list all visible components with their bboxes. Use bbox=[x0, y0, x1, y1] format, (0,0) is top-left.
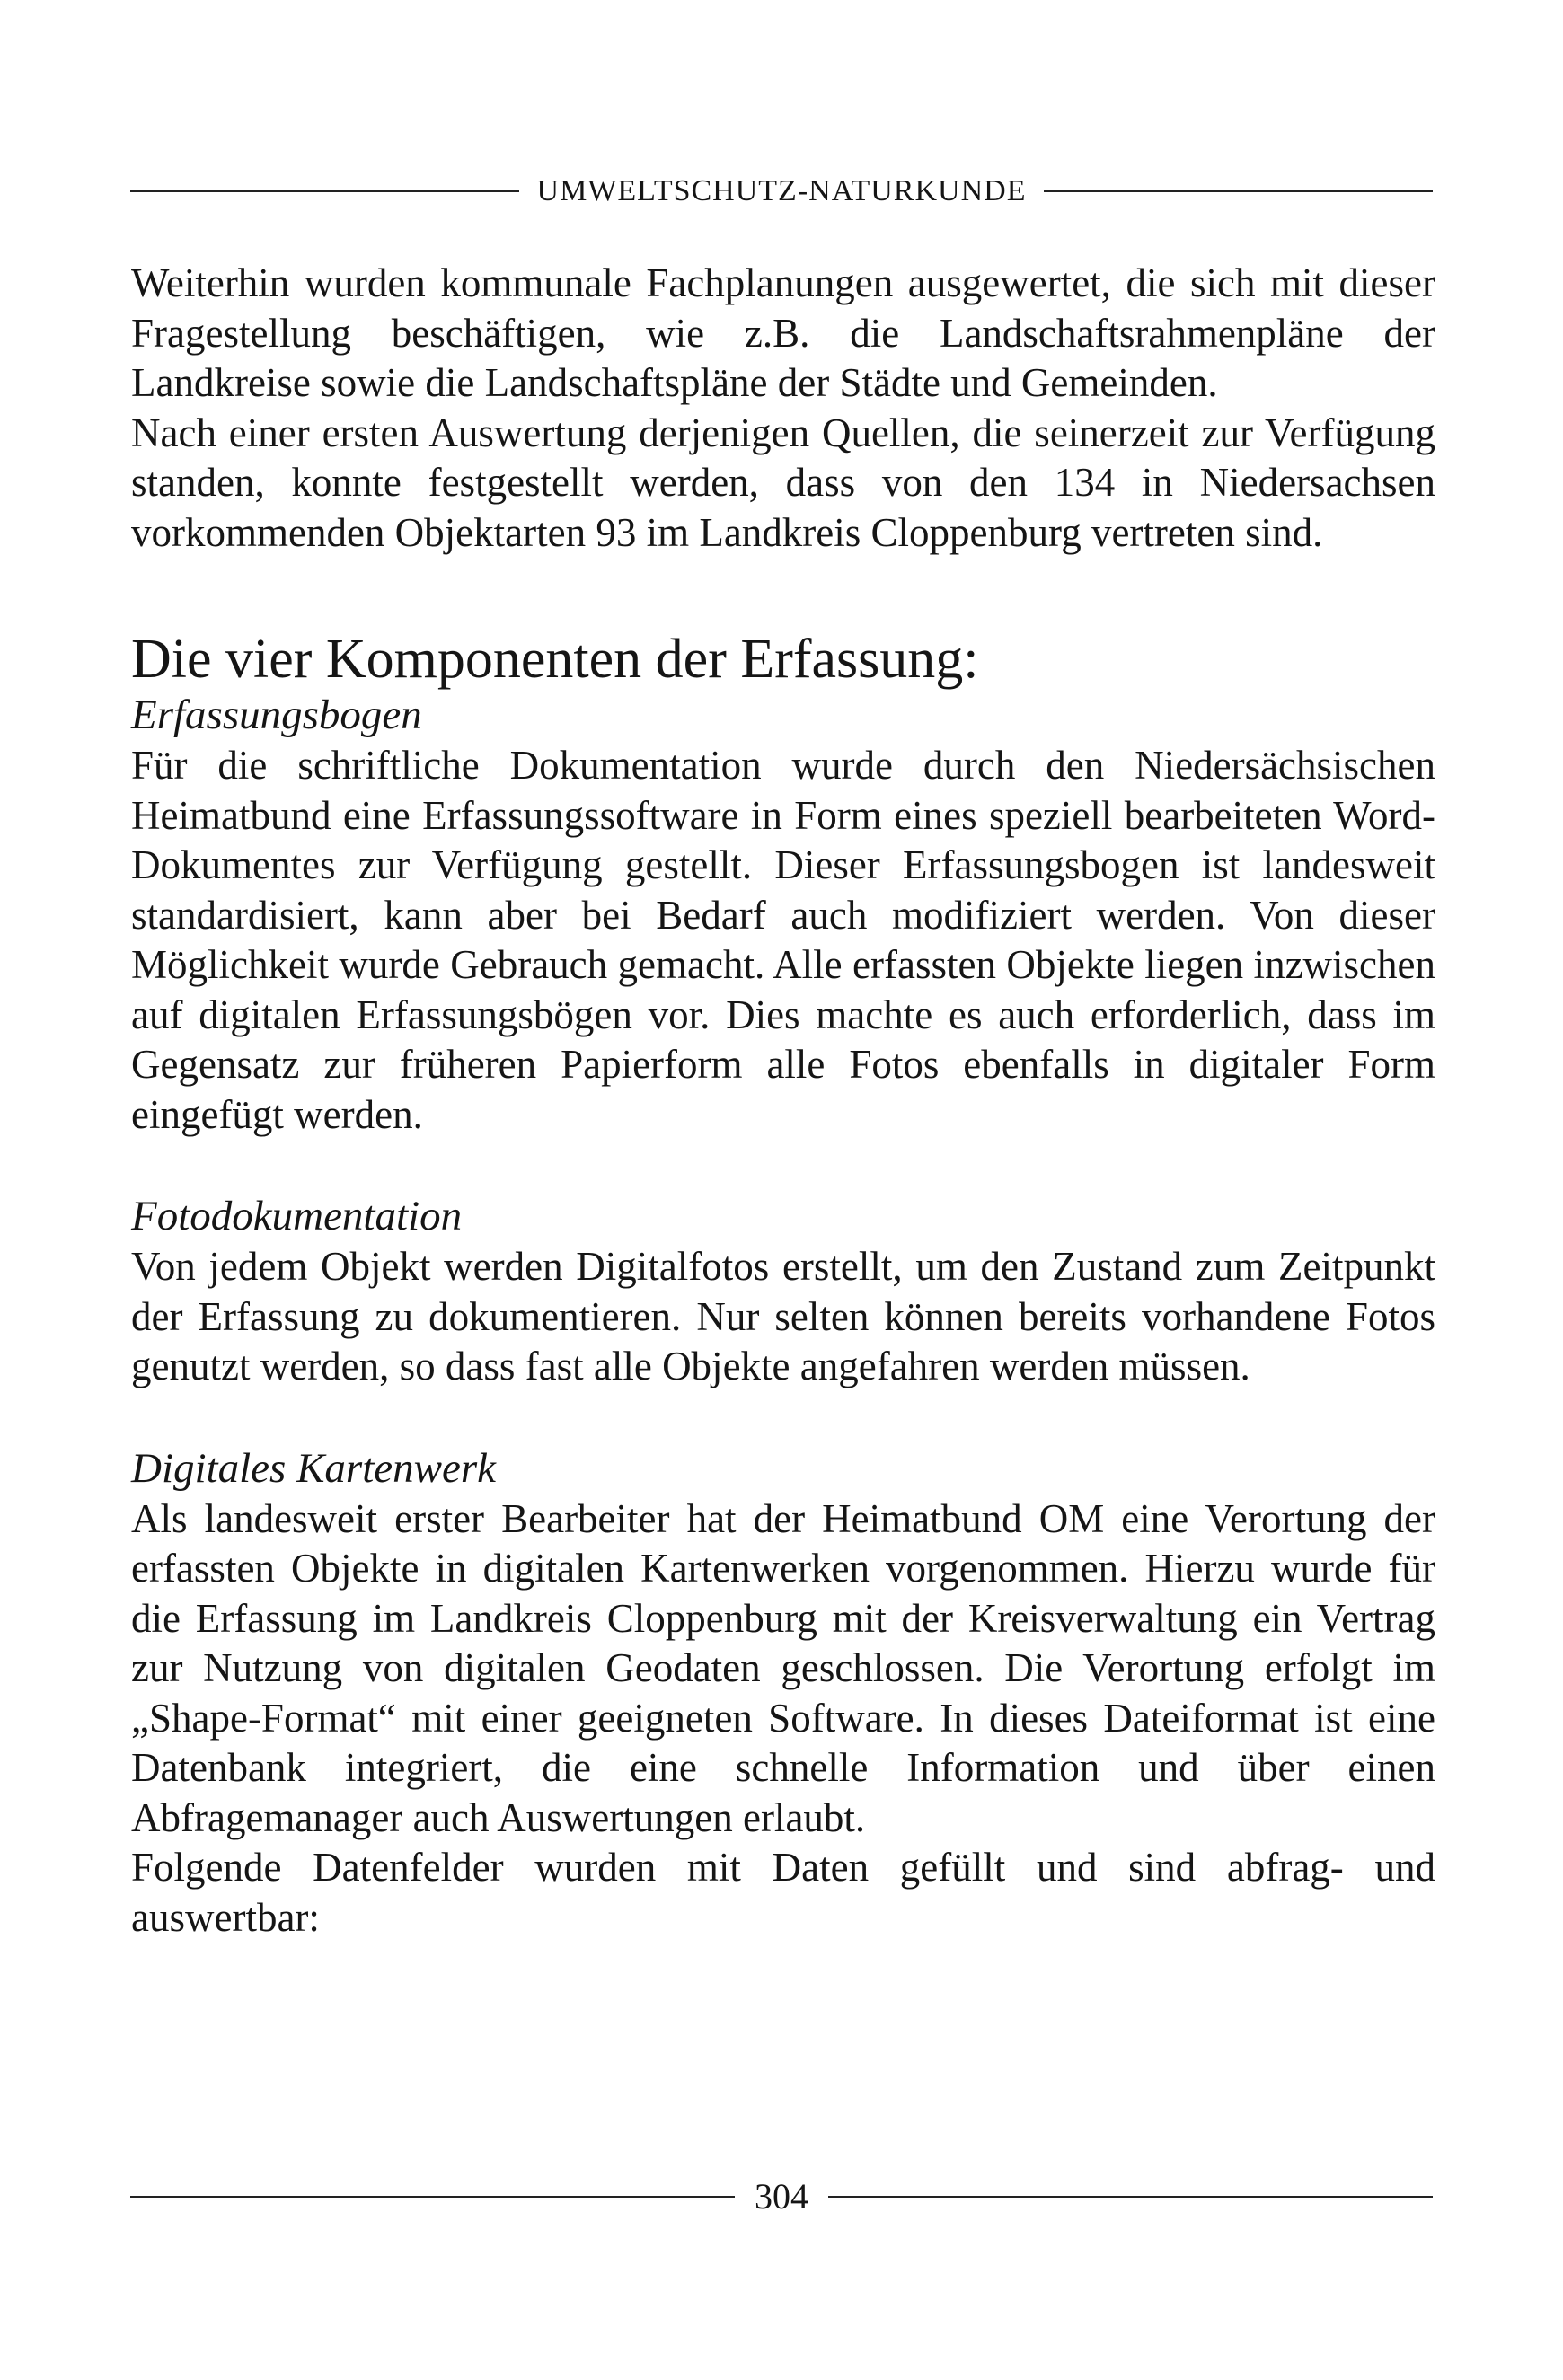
running-head-label: UMWELTSCHUTZ-NATURKUNDE bbox=[536, 174, 1027, 207]
paragraph-fotodokumentation: Von jedem Objekt werden Digitalfotos erstellt, um den Zustand zum Zeitpunkt der Erfassung zu dokumentieren. Nur selten können bereits vorhandene Fotos genutzt werden, so dass fast alle Objekte angefahren werden müssen. bbox=[131, 1244, 1435, 1388]
subheading-fotodokumentation: Fotodokumentation bbox=[131, 1193, 463, 1239]
paragraph-datenfelder: Folgende Datenfelder wurden mit Daten gefüllt und sind abfrag- und auswertbar: bbox=[131, 1845, 1435, 1940]
intro-paragraph-2: Nach einer ersten Auswertung derjenigen Quellen, die seinerzeit zur Verfügung standen, konnte festgestellt werden, dass von den 134 in Niedersachsen vorkommenden Objektarten 93 im Landkreis Cloppenburg vertreten sind. bbox=[131, 410, 1435, 555]
running-head bbox=[130, 176, 1433, 207]
footer-rule-left bbox=[130, 2196, 735, 2198]
footer-rule-right bbox=[828, 2196, 1433, 2198]
page-body bbox=[131, 259, 1435, 1943]
intro-paragraph-1: Weiterhin wurden kommunale Fachplanungen ausgewertet, die sich mit dieser Fragestellung beschäftigen, wie z.B. die Landschaftsrahmenpläne der Landkreise sowie die Landschaftspläne der Städte und Gemeinden. bbox=[131, 260, 1435, 405]
subheading-kartenwerk: Digitales Kartenwerk bbox=[131, 1444, 496, 1492]
paragraph-kartenwerk: Als landesweit erster Bearbeiter hat der Heimatbund OM eine Verortung der erfassten Objekte in digitalen Kartenwerken vorgenommen. Hierzu wurde für die Erfassung im Landkreis Cloppenburg mit der Kreisverwaltung ein Vertrag zur Nutzung von digitalen Geodaten geschlossen. Die Verortung erfolgt im „Shape-Format“ mit einer geeigneten Software. In dieses Dateiformat ist eine Datenbank integriert, die eine schnelle Information und über einen Abfragemanager auch Auswertungen erlaubt. bbox=[131, 1495, 1435, 1840]
running-head-rule-right bbox=[1044, 190, 1433, 192]
subheading-erfassungsbogen: Erfassungsbogen bbox=[131, 692, 422, 738]
page-number: 304 bbox=[755, 2176, 808, 2217]
running-head-rule-left bbox=[130, 190, 519, 192]
paragraph-erfassungsbogen: Für die schriftliche Dokumentation wurde durch den Niedersächsischen Heimatbund eine Erfassungssoftware in Form eines speziell bearbeiteten Word-Dokumentes zur Verfügung gestellt. Dieser Erfassungsbogen ist landesweit standardisiert, kann aber bei Bedarf auch modifiziert werden. Von dieser Möglichkeit wurde Gebrauch gemacht. Alle erfassten Objekte liegen inzwischen auf digitalen Erfassungsbögen vor. Dies machte es auch erforderlich, dass im Gegensatz zur früheren Papierform alle Fotos ebenfalls in digitaler Form eingefügt werden. bbox=[131, 743, 1435, 1137]
section-heading: Die vier Komponenten der Erfassung: bbox=[131, 629, 979, 690]
page-footer bbox=[130, 2176, 1433, 2217]
